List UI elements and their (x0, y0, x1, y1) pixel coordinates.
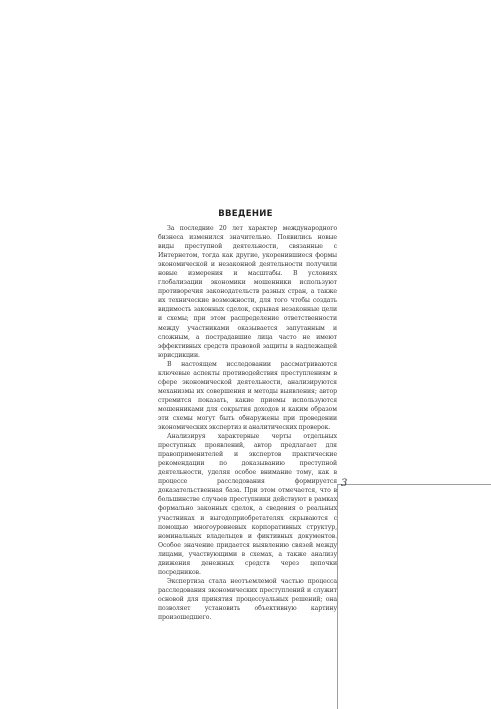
paragraph: Экспертиза стала неотъемлемой частью процесса расследования экономических преступлений и служит основой для принятия процессуальных решений; она позволяет установить объективную картину произошедшего. (158, 577, 337, 622)
paragraph: В настоящем исследовании рассматриваются ключевые аспекты противодействия преступлениям в сфере экономической деятельности, анализируются механизмы их совершения и методы выявления; автор стремится показать, какие приемы используются мошенниками для сокрытия доходов и каким образом эти схемы могут быть обнаружены при проведении экономических экспертиз и аналитических проверок. (158, 360, 337, 432)
page-number: 3 (341, 478, 348, 489)
page-corner-rule-horizontal (337, 484, 491, 485)
body-text (158, 224, 337, 696)
paragraph: За последние 20 лет характер международного бизнеса изменился значительно. Появились новые виды преступной деятельности, связанные с Интернетом, тогда как другие, укоренившиеся формы экономической и незаконной деятельности получили новые измерения и масштабы. В условиях глобализации экономики мошенники используют противоречия законодательств разных стран, а также их технические возможности, для того чтобы создать видимость законных сделок, скрывая незаконные цели и схемы; при этом распределение ответственности между участниками оказывается запутанным и сложным, а пострадавшие лица часто не имеют эффективных средств правовой защиты в надлежащей юрисдикции. (158, 225, 337, 359)
chapter-heading: ВВЕДЕНИЕ (218, 209, 273, 219)
page-corner-rule-vertical (337, 484, 338, 709)
paragraph: Анализируя характерные черты отдельных преступных проявлений, автор предлагает для правоприменителей и экспертов практические рекомендации по доказыванию преступной деятельности, уделяя особое внимание тому, как в процессе расследования формируется доказательственная база. При этом отмечается, что в большинстве случаев преступники действуют в рамках формально законных сделок, а сведения о реальных участниках и выгодоприобретателях скрываются с помощью многоуровневых корпоративных структур, номинальных владельцев и фиктивных документов. Особое значение придается выявлению связей между лицами, участвующими в схемах, а также анализу движения денежных средств через цепочки посредников. (158, 433, 337, 576)
